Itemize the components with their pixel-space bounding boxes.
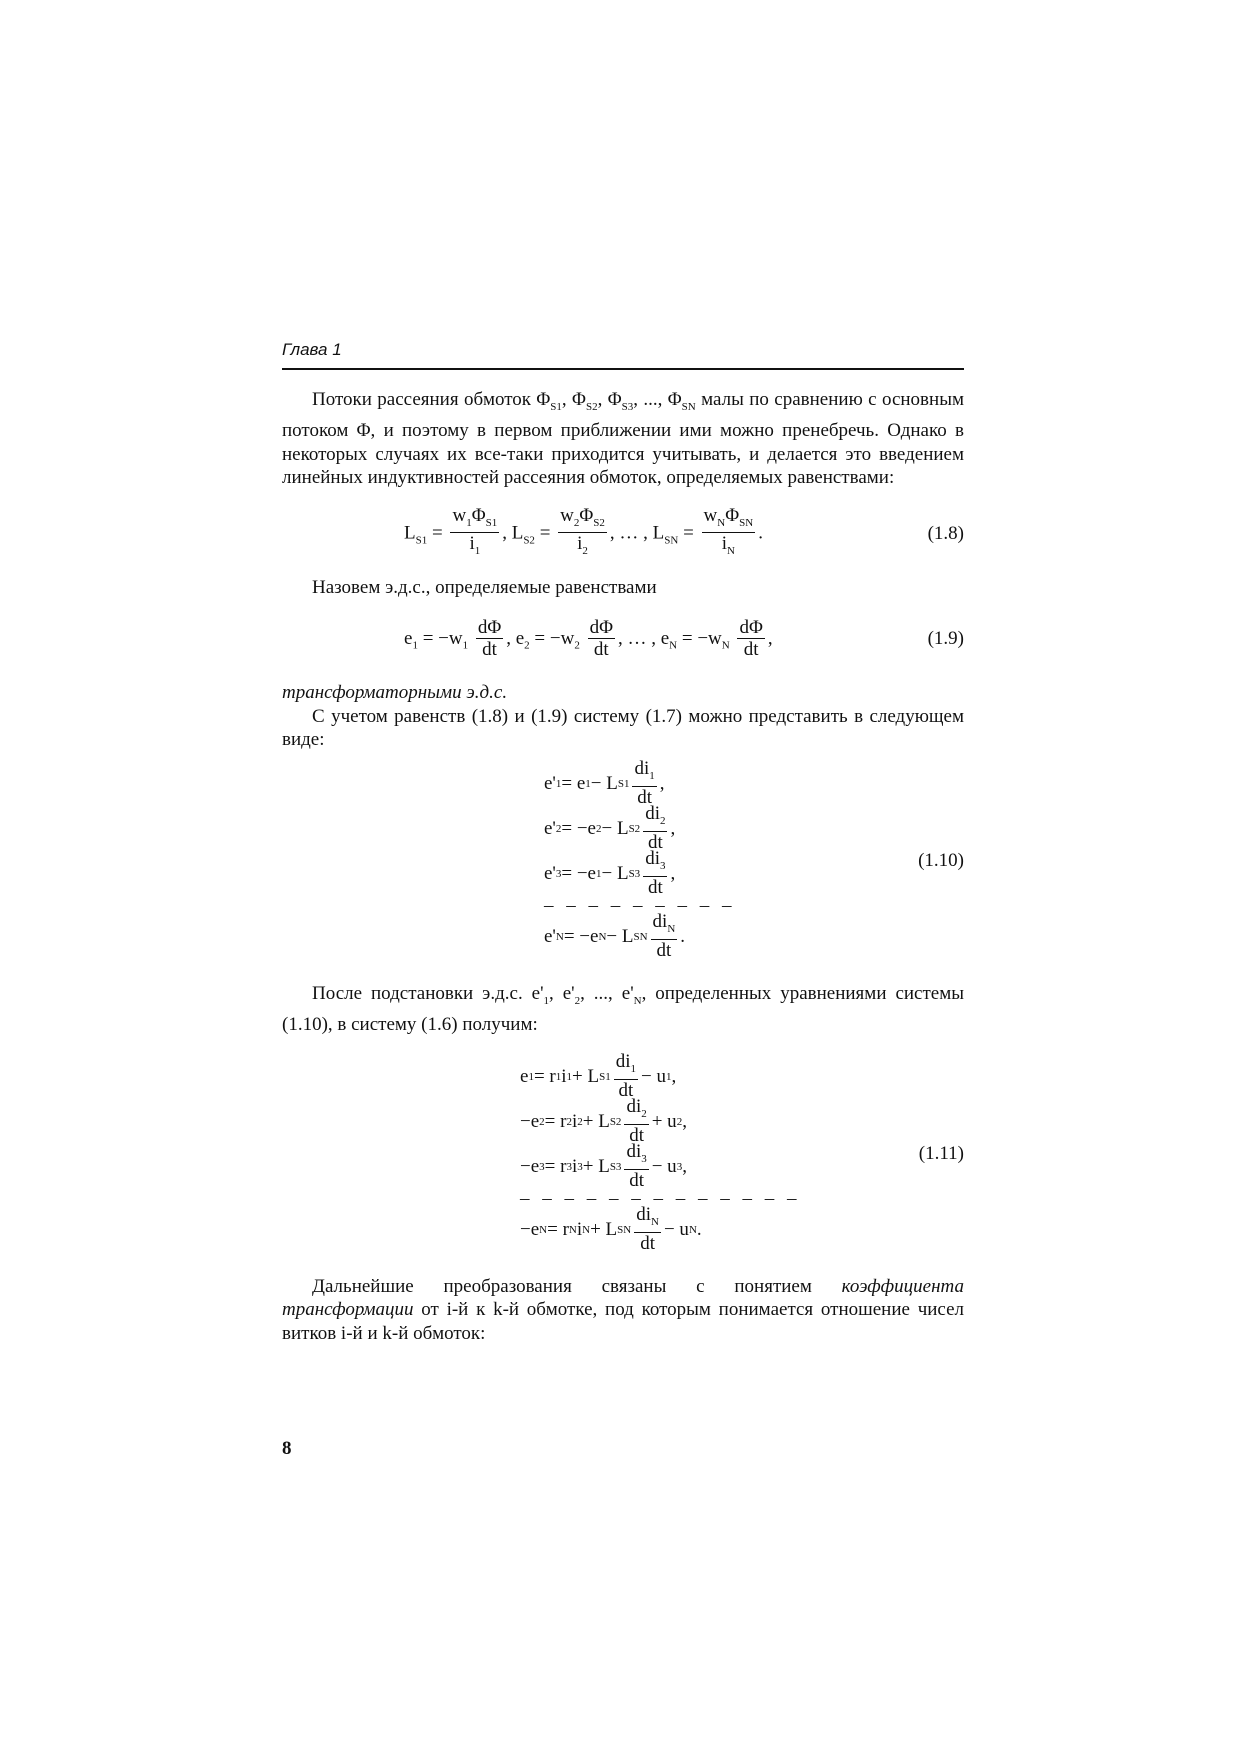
equation-1-11-system [520,1051,801,1254]
paragraph-5: После подстановки э.д.с. $e'_1$, $e'_2$, ..., $e'_N$, определенных уравнениями системы (1.10), в систему (1.6) получим: [282,982,965,1036]
equation-1-10-system [544,758,736,962]
equation-1-8-body: $L_{S1}$ = $\frac{w_1\Phi_{S1}}{i_1}$ , $L_{S2}$ = $\frac{w_2\Phi_{S2}}{i_2}$ , … , $L_{SN}$ = $\frac{w_N\Phi_{SN}}{i_N}$ . [404,504,763,558]
equation-1-11-row-5: −e N = r N i N + L SN $\frac{di_N}{dt}$ − u N . [520,1204,702,1254]
paragraph-4: С учетом равенств (1.8) и (1.9) систему (1.7) можно представить в следующем виде: [282,705,964,751]
equation-1-11 [282,1051,964,1254]
paragraph-2: Назовем э.д.с., определяемые равенствами [312,576,657,598]
equation-1-10-row-3: e' 3 = −e 1 − L S3 $\frac{di_3}{dt}$ , [544,848,676,899]
equation-1-10 [282,758,964,962]
running-header: Глава 1 [282,340,964,370]
equation-number-1-8: (1.8) [927,522,964,544]
equation-1-11-row-3: −e 3 = r 3 i 3 + L S3 $\frac{di_3}{dt}$ − u 3 , [520,1141,687,1191]
equation-1-8 [282,504,964,560]
equation-1-10-row-4: – – – – – – – – – [544,894,736,916]
page-body [282,340,964,1345]
paragraph-3: трансформаторными э.д.с. [282,682,508,704]
equation-1-10-row-1: e' 1 = e 1 − L S1 $\frac{di_1}{dt}$ , [544,758,665,809]
paragraph-1: Потоки рассеяния обмоток $\Phi_{S1}$, $\Phi_{S2}$, $\Phi_{S3}$, ..., $\Phi_{SN}$ малы по сравнению с основным потоком Φ, и поэтому в первом приближении ими можно пренебречь. Однако в некоторых случаях их все-таки приходится учитывать, и делается это введением линейных индуктивностей рассеяния обмоток, определяемых равенствами: [282,389,964,489]
page-number: 8 [282,1438,292,1459]
paragraph-6: Дальнейшие преобразования связаны с понятием коэффициента трансформации от i-й к k-й обмотке, под которым понимается отношение чисел витков i-й и k-й обмоток: [282,1275,964,1344]
equation-number-1-9: (1.9) [927,628,964,650]
equation-1-9-body: $e_1 = -w_1$ $\frac{d\Phi}{dt}$ , $e_2 = -w_2$ $\frac{d\Phi}{dt}$ , … , $e_N = -w_N$ $\frac{d\Phi}{dt}$ , [404,616,773,660]
equation-1-9 [282,613,964,665]
equation-1-10-row-2: e' 2 = −e 2 − L S2 $\frac{di_2}{dt}$ , [544,803,676,854]
equation-number-1-11: (1.11) [918,1142,964,1164]
equation-1-10-row-5: e' N = −e N − L SN $\frac{di_N}{dt}$ . [544,911,686,962]
equation-number-1-10: (1.10) [918,849,964,871]
equation-1-11-row-2: −e 2 = r 2 i 2 + L S2 $\frac{di_2}{dt}$ + u 2 , [520,1096,687,1146]
equation-1-11-row-4: – – – – – – – – – – – – – [520,1187,801,1209]
equation-1-11-row-1: e 1 = r 1 i 1 + L S1 $\frac{di_1}{dt}$ − u 1 , [520,1051,677,1101]
